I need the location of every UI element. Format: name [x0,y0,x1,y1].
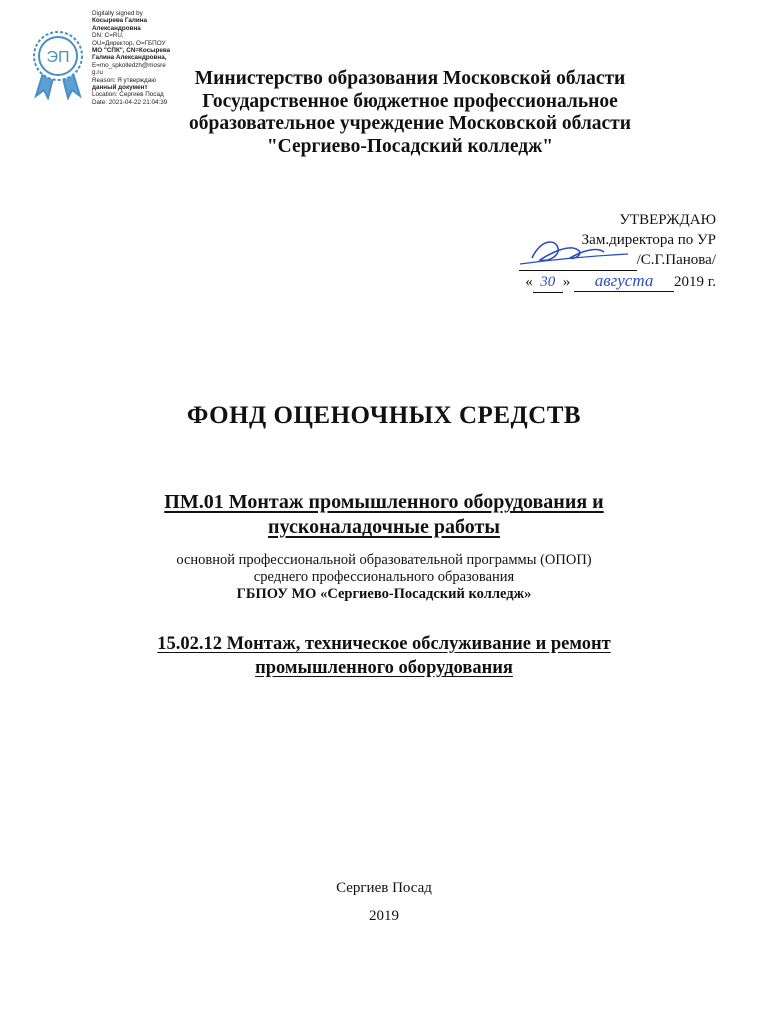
approval-year: 2019 г. [674,274,716,290]
date-close-quote: » [562,274,571,290]
signature-line: OU=Директор, O=ГБПОУ [92,39,166,47]
module-title [100,490,668,540]
signature-badge-icon [26,30,90,100]
signature-line: DN: C=RU, [92,32,124,40]
document-title: ФОНД ОЦЕНОЧНЫХ СРЕДСТВ [186,402,582,429]
program-college: ГБПОУ МО «Сергиево-Посадский колледж» [236,586,532,602]
signature-line: Digitally signed by [92,10,143,17]
specialty-title [100,632,668,680]
program-line1: основной профессиональной образовательной программы (ОПОП) [176,552,592,568]
specialty-line2: промышленного оборудования [255,658,513,678]
signature-line: Косырева Галина [92,17,148,25]
approval-month: августа [574,271,674,292]
year: 2019 [369,908,399,924]
signature-line: МО "СПК", CN=Косырева [92,47,171,55]
signature-badge-label: ЭП [46,49,70,66]
city: Сергиев Посад [336,880,432,896]
institution-region-line: образовательное учреждение Московской области [189,113,631,134]
approval-word: УТВЕРЖДАЮ [619,212,716,228]
signature-line: Date: 2021-04-22 21:04:39 [92,98,168,106]
program-line2: среднего профессионального образования [253,569,515,585]
signature-line: g.ru [92,69,103,77]
signature-line: данный документ [92,84,148,92]
institution-header [150,68,670,158]
signature-line: Reason: Я утверждаю [92,76,156,84]
college-name: "Сергиево-Посадский колледж" [266,135,554,157]
approver-position: Зам.директора по УР [581,232,716,248]
module-title-line2: пусконаладочные работы [268,516,500,538]
approver-name: /С.Г.Панова/ [636,252,716,268]
signature-line: E=mo_spkolledzh@mosre [92,61,166,69]
handwritten-signature-icon [500,230,640,280]
date-open-quote: « [525,274,533,290]
institution-type-line: Государственное бюджетное профессиональное [202,90,618,112]
module-title-line1: ПМ.01 Монтаж промышленного оборудования и [164,491,604,513]
specialty-line1: 15.02.12 Монтаж, техническое обслуживание и ремонт [157,634,611,654]
signature-line: Location: Сергиев Посад [92,91,164,99]
ministry-name: Министерство образования Московской области [194,68,626,89]
program-description [100,552,668,603]
signature-line: Александровна [92,24,141,32]
signature-line: Галина Александровна, [92,54,167,62]
approval-day: 30 [533,272,563,293]
